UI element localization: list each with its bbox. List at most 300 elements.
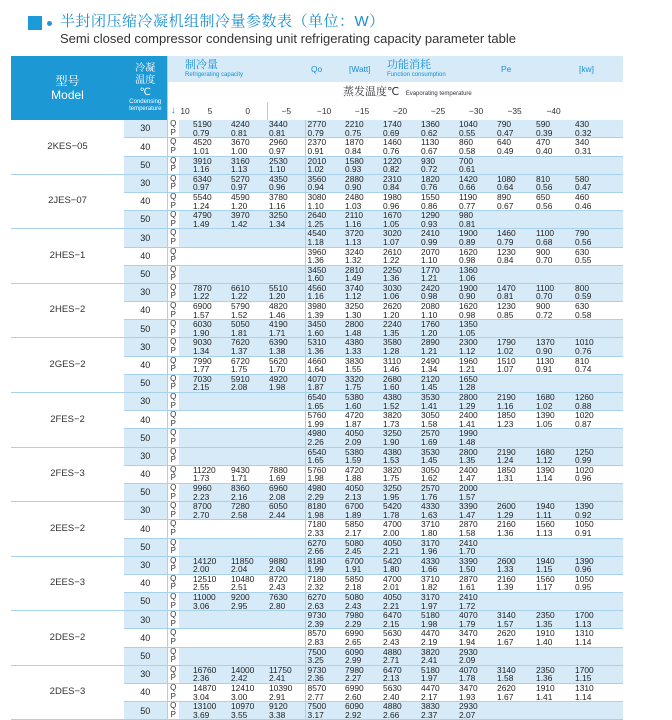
p-marker: P: [167, 529, 179, 538]
capacity-value: [229, 447, 267, 456]
power-value: 1.13: [534, 529, 573, 538]
power-value: 0.79: [305, 129, 343, 138]
capacity-value: [534, 211, 573, 220]
power-value: 0.90: [457, 292, 495, 301]
condensing-temp: 30: [124, 665, 167, 683]
power-value: 0.91: [573, 529, 612, 538]
capacity-value: [495, 647, 534, 656]
capacity-value: 2080: [419, 302, 457, 311]
power-value: [267, 420, 305, 429]
power-value: [495, 547, 534, 556]
capacity-value: [495, 211, 534, 220]
power-value: 1.03: [343, 202, 381, 211]
condensing-temp: 30: [124, 174, 167, 192]
power-value: 1.31: [495, 474, 534, 483]
power-value: 1.41: [419, 402, 457, 411]
power-value: [573, 165, 612, 174]
capacity-value: 1220: [381, 156, 419, 165]
capacity-value: [573, 429, 612, 438]
capacity-value: [495, 483, 534, 492]
condensing-temp: 50: [124, 429, 167, 447]
p-marker: P: [167, 238, 179, 247]
p-marker: P: [167, 583, 179, 592]
power-value: 2.43: [343, 602, 381, 611]
table-row: [11, 174, 661, 183]
capacity-value: 2490: [419, 356, 457, 365]
capacity-value: 14120: [191, 556, 229, 565]
power-value: 2.44: [267, 511, 305, 520]
capacity-value: [229, 611, 267, 620]
power-value: 2.91: [267, 693, 305, 702]
capacity-value: [573, 702, 612, 711]
power-value: [191, 256, 229, 265]
power-value: 0.32: [573, 129, 612, 138]
capacity-value: 4820: [267, 302, 305, 311]
q-marker: Q: [167, 465, 179, 474]
power-value: [534, 383, 573, 392]
capacity-value: 3390: [457, 556, 495, 565]
capacity-value: 7620: [229, 338, 267, 347]
power-value: 1.02: [495, 347, 534, 356]
power-value: 1.93: [457, 693, 495, 702]
capacity-value: 3110: [381, 356, 419, 365]
power-value: [495, 438, 534, 447]
p-marker: P: [167, 456, 179, 465]
capacity-value: 4470: [419, 684, 457, 693]
power-value: 1.71: [267, 329, 305, 338]
power-value: 0.90: [534, 347, 573, 356]
capacity-value: 8180: [305, 502, 343, 511]
capacity-value: [191, 247, 229, 256]
capacity-value: 1910: [534, 629, 573, 638]
capacity-value: [191, 538, 229, 547]
evap-temp-header: −30: [457, 102, 495, 120]
power-value: 1.80: [381, 565, 419, 574]
model-name: 2DES−2: [11, 611, 124, 666]
capacity-value: 1310: [573, 629, 612, 638]
power-value: 2.77: [305, 693, 343, 702]
capacity-value: 4380: [343, 338, 381, 347]
power-value: 1.15: [573, 674, 612, 683]
power-value: 0.56: [573, 238, 612, 247]
table-row: [11, 338, 661, 347]
power-value: 0.99: [573, 456, 612, 465]
condensing-temp: 30: [124, 556, 167, 574]
power-value: 1.38: [267, 347, 305, 356]
power-value: 0.91: [534, 365, 573, 374]
capacity-value: 900: [534, 302, 573, 311]
power-value: 1.65: [305, 402, 343, 411]
capacity-value: 8720: [267, 574, 305, 583]
power-value: 1.49: [191, 220, 229, 229]
q-marker: Q: [167, 520, 179, 529]
power-value: [573, 274, 612, 283]
power-value: 1.82: [419, 583, 457, 592]
power-value: [191, 274, 229, 283]
capacity-value: 1770: [419, 265, 457, 274]
condensing-temp: 30: [124, 393, 167, 411]
condensing-temp: 40: [124, 356, 167, 374]
power-value: 1.35: [381, 329, 419, 338]
p-marker: P: [167, 329, 179, 338]
power-value: 1.06: [381, 292, 419, 301]
q-marker: Q: [167, 556, 179, 565]
capacity-value: 4050: [381, 538, 419, 547]
capacity-value: 3820: [419, 647, 457, 656]
capacity-value: [191, 265, 229, 274]
capacity-value: 1680: [534, 393, 573, 402]
power-value: 0.84: [381, 183, 419, 192]
capacity-value: 6610: [229, 283, 267, 292]
power-value: 1.58: [495, 674, 534, 683]
capacity-value: 1910: [534, 684, 573, 693]
capacity-value: 1360: [419, 120, 457, 129]
capacity-value: 6540: [305, 447, 343, 456]
power-value: 1.33: [343, 347, 381, 356]
power-value: 1.47: [457, 511, 495, 520]
power-value: [229, 638, 267, 647]
capacity-value: 3450: [305, 320, 343, 329]
capacity-value: 3470: [457, 629, 495, 638]
condensing-temp: 50: [124, 593, 167, 611]
power-value: [573, 656, 612, 665]
power-value: 0.82: [381, 165, 419, 174]
capacity-value: 630: [573, 247, 612, 256]
capacity-value: 9430: [229, 465, 267, 474]
capacity-value: [495, 593, 534, 602]
capacity-value: [191, 611, 229, 620]
power-value: 3.00: [229, 693, 267, 702]
power-value: 2.36: [191, 674, 229, 683]
capacity-value: 6270: [305, 538, 343, 547]
capacity-value: 1260: [573, 393, 612, 402]
capacity-value: 2190: [495, 447, 534, 456]
power-value: [191, 456, 229, 465]
capacity-value: 1460: [495, 229, 534, 238]
p-marker: P: [167, 420, 179, 429]
evap-temp-header: −20: [381, 102, 419, 120]
table-row: [11, 556, 661, 565]
power-value: 0.31: [573, 147, 612, 156]
capacity-value: [573, 265, 612, 274]
power-value: 2.83: [305, 638, 343, 647]
power-value: 2.66: [305, 547, 343, 556]
power-value: 0.81: [495, 292, 534, 301]
p-marker: P: [167, 147, 179, 156]
capacity-value: 2800: [343, 320, 381, 329]
capacity-value: 430: [573, 120, 612, 129]
power-value: 1.34: [191, 347, 229, 356]
capacity-value: 4920: [267, 374, 305, 383]
table-row: [11, 665, 661, 674]
capacity-value: 1310: [573, 684, 612, 693]
title-chinese: 半封闭压缩冷凝机组制冷量参数表（单位：W）: [60, 13, 385, 30]
p-marker: P: [167, 256, 179, 265]
condensing-temp: 50: [124, 538, 167, 556]
power-value: [573, 493, 612, 502]
power-value: 2.43: [267, 583, 305, 592]
capacity-value: 3580: [381, 338, 419, 347]
capacity-value: 4330: [419, 556, 457, 565]
header-refrigerating-capacity: 制冷量 Refrigerating capacity: [179, 56, 305, 82]
power-value: 0.98: [457, 256, 495, 265]
power-value: [534, 547, 573, 556]
power-value: 2.60: [343, 693, 381, 702]
power-value: [191, 438, 229, 447]
power-value: 1.37: [229, 347, 267, 356]
capacity-value: 7980: [343, 611, 381, 620]
capacity-value: 7880: [267, 465, 305, 474]
power-value: [534, 274, 573, 283]
header-condensing-temp: 冷凝 温度 ℃ Condensing temperature: [124, 56, 167, 120]
power-value: 1.13: [573, 620, 612, 629]
power-value: 0.90: [343, 183, 381, 192]
power-value: [495, 220, 534, 229]
capacity-value: 1870: [343, 138, 381, 147]
capacity-value: 1390: [534, 411, 573, 420]
capacity-value: 3170: [419, 538, 457, 547]
capacity-value: 890: [495, 192, 534, 201]
power-value: [534, 329, 573, 338]
p-marker: P: [167, 383, 179, 392]
capacity-value: 1290: [419, 211, 457, 220]
capacity-value: 3780: [267, 192, 305, 201]
condensing-temp: 40: [124, 302, 167, 320]
power-value: 2.13: [343, 493, 381, 502]
capacity-value: 7980: [343, 665, 381, 674]
capacity-value: 8180: [305, 556, 343, 565]
power-value: 0.81: [457, 220, 495, 229]
capacity-value: [267, 629, 305, 638]
header-function-consumption: 功能消耗 Function consumption: [381, 56, 495, 82]
capacity-value: [534, 429, 573, 438]
header-kw: [kw]: [573, 56, 623, 82]
power-value: 1.20: [267, 292, 305, 301]
power-value: 1.97: [419, 602, 457, 611]
capacity-value: 2930: [457, 647, 495, 656]
power-value: 1.76: [419, 493, 457, 502]
capacity-value: 4980: [305, 429, 343, 438]
capacity-value: 5910: [229, 374, 267, 383]
capacity-value: [267, 265, 305, 274]
power-value: 1.07: [381, 238, 419, 247]
power-value: 2.17: [419, 693, 457, 702]
power-value: 0.98: [457, 311, 495, 320]
condensing-temp: 40: [124, 629, 167, 647]
power-value: [191, 547, 229, 556]
q-marker: Q: [167, 647, 179, 656]
power-value: 1.22: [229, 292, 267, 301]
power-value: 2.09: [457, 656, 495, 665]
power-value: 2.29: [305, 493, 343, 502]
power-value: 0.95: [573, 583, 612, 592]
power-value: 0.75: [343, 129, 381, 138]
power-value: 1.75: [229, 365, 267, 374]
capacity-value: 1620: [457, 247, 495, 256]
power-value: [267, 656, 305, 665]
capacity-value: 650: [534, 192, 573, 201]
capacity-value: 1100: [534, 283, 573, 292]
capacity-value: 9030: [191, 338, 229, 347]
evap-temp-header: −35: [495, 102, 534, 120]
power-value: [573, 383, 612, 392]
capacity-value: 14000: [229, 665, 267, 674]
capacity-value: 2680: [381, 374, 419, 383]
power-value: [267, 238, 305, 247]
power-value: [191, 638, 229, 647]
p-marker: P: [167, 129, 179, 138]
capacity-value: [495, 156, 534, 165]
power-value: 1.46: [381, 365, 419, 374]
power-value: 2.37: [419, 711, 457, 720]
capacity-value: 9730: [305, 665, 343, 674]
power-value: 0.96: [573, 474, 612, 483]
capacity-value: 14870: [191, 684, 229, 693]
capacity-value: [534, 265, 573, 274]
capacity-value: 3250: [381, 483, 419, 492]
capacity-value: 1790: [495, 338, 534, 347]
power-value: 1.42: [229, 220, 267, 229]
capacity-value: 1460: [381, 138, 419, 147]
power-value: 0.87: [573, 420, 612, 429]
capacity-value: 6700: [343, 556, 381, 565]
capacity-value: [267, 611, 305, 620]
power-value: 0.81: [267, 129, 305, 138]
capacity-value: 5790: [229, 302, 267, 311]
condensing-temp: 40: [124, 520, 167, 538]
capacity-value: 5310: [305, 338, 343, 347]
page-header: [0, 0, 672, 52]
power-value: 1.29: [495, 511, 534, 520]
power-value: 3.25: [305, 656, 343, 665]
capacity-value: 1850: [495, 465, 534, 474]
capacity-value: 10390: [267, 684, 305, 693]
p-marker: P: [167, 638, 179, 647]
power-value: [495, 711, 534, 720]
capacity-value: 1940: [534, 556, 573, 565]
power-value: [229, 456, 267, 465]
power-value: 1.94: [457, 638, 495, 647]
p-marker: P: [167, 347, 179, 356]
capacity-value: 1510: [495, 356, 534, 365]
capacity-value: [191, 229, 229, 238]
power-value: 0.56: [534, 202, 573, 211]
power-value: 1.17: [534, 583, 573, 592]
power-value: 1.32: [343, 256, 381, 265]
power-value: 1.98: [305, 474, 343, 483]
model-name: 2EES−3: [11, 556, 124, 611]
power-value: 2.09: [343, 438, 381, 447]
power-value: [191, 238, 229, 247]
capacity-value: 10970: [229, 702, 267, 711]
capacity-value: 5760: [305, 411, 343, 420]
power-value: 1.12: [343, 292, 381, 301]
capacity-value: 1050: [573, 520, 612, 529]
p-marker: P: [167, 620, 179, 629]
capacity-value: 2570: [419, 483, 457, 492]
power-value: 1.47: [457, 474, 495, 483]
model-name: 2HES−2: [11, 283, 124, 338]
power-value: 1.36: [305, 347, 343, 356]
power-value: 1.06: [457, 274, 495, 283]
power-value: 0.69: [381, 129, 419, 138]
power-value: 2.13: [381, 674, 419, 683]
condensing-temp: 40: [124, 192, 167, 210]
capacity-value: 7280: [229, 502, 267, 511]
capacity-value: 3910: [191, 156, 229, 165]
power-value: 1.16: [305, 292, 343, 301]
capacity-value: 11750: [267, 665, 305, 674]
capacity-value: 8570: [305, 684, 343, 693]
capacity-value: 2810: [343, 265, 381, 274]
capacity-value: 1020: [573, 411, 612, 420]
power-value: 2.19: [419, 638, 457, 647]
capacity-value: [573, 647, 612, 656]
capacity-value: 1850: [495, 411, 534, 420]
capacity-value: [229, 247, 267, 256]
capacity-value: [229, 538, 267, 547]
power-value: 1.72: [457, 602, 495, 611]
capacity-value: 1940: [534, 502, 573, 511]
power-value: [267, 547, 305, 556]
capacity-value: 9730: [305, 611, 343, 620]
power-value: [229, 547, 267, 556]
q-marker: Q: [167, 192, 179, 201]
q-marker: Q: [167, 138, 179, 147]
power-value: 1.23: [495, 420, 534, 429]
p-marker: P: [167, 183, 179, 192]
power-value: [534, 656, 573, 665]
power-value: 1.53: [381, 456, 419, 465]
power-value: 1.16: [267, 202, 305, 211]
power-value: 1.14: [573, 693, 612, 702]
power-value: 1.10: [419, 311, 457, 320]
capacity-value: 3740: [343, 283, 381, 292]
power-value: 0.92: [573, 511, 612, 520]
square-bullet-icon: [28, 16, 42, 30]
capacity-value: 5420: [381, 556, 419, 565]
capacity-value: 4660: [305, 356, 343, 365]
power-value: 2.26: [305, 438, 343, 447]
power-value: 1.02: [305, 165, 343, 174]
capacity-value: 1990: [457, 429, 495, 438]
power-value: 2.58: [229, 511, 267, 520]
capacity-value: 2110: [343, 211, 381, 220]
capacity-value: 800: [573, 283, 612, 292]
capacity-value: [229, 393, 267, 402]
q-marker: Q: [167, 684, 179, 693]
power-value: 0.79: [495, 238, 534, 247]
capacity-value: 2880: [343, 174, 381, 183]
capacity-value: [267, 538, 305, 547]
table-row: [11, 447, 661, 456]
power-value: 1.36: [305, 256, 343, 265]
condensing-temp: 40: [124, 574, 167, 592]
power-value: 1.24: [191, 202, 229, 211]
power-value: 1.60: [305, 329, 343, 338]
capacity-value: 2770: [305, 120, 343, 129]
capacity-value: 2410: [457, 538, 495, 547]
q-marker: Q: [167, 483, 179, 492]
capacity-value: 5540: [191, 192, 229, 201]
condensing-temp: 40: [124, 247, 167, 265]
capacity-value: 810: [573, 356, 612, 365]
model-name: 2JES−07: [11, 174, 124, 229]
power-value: 1.57: [191, 311, 229, 320]
condensing-temp: 40: [124, 138, 167, 156]
power-value: 0.59: [573, 292, 612, 301]
p-marker: P: [167, 711, 179, 720]
